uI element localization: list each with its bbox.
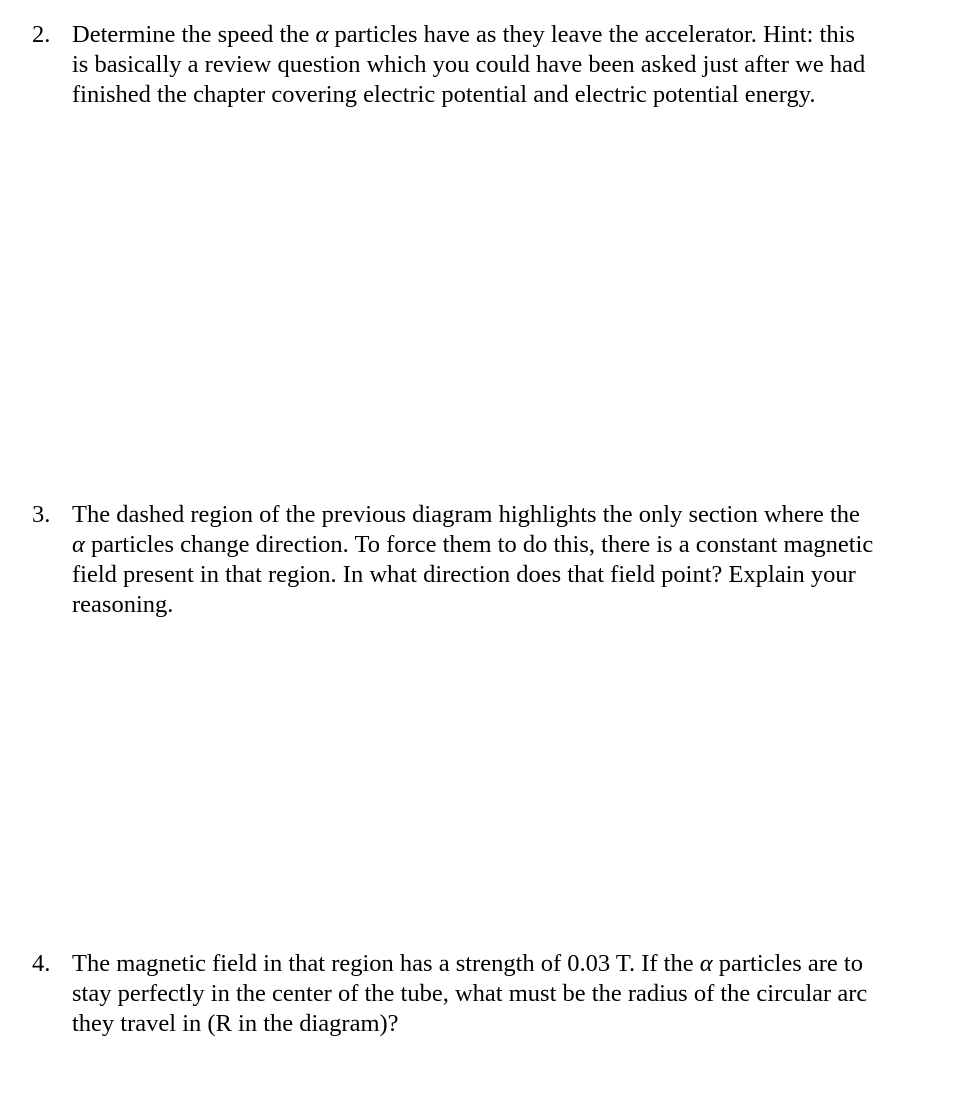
question-text — [72, 949, 922, 1039]
text-run: stay perfectly in the center of the tube, what must be the radius of the circular arc — [72, 980, 868, 1007]
question-line — [72, 1009, 922, 1039]
text-run: is basically a review question which you could have been asked just after we had — [72, 51, 866, 78]
question-line — [72, 560, 922, 590]
text-run: Determine the speed the — [72, 21, 316, 48]
question-2 — [32, 20, 922, 110]
question-line — [72, 80, 922, 110]
alpha-symbol: α — [72, 531, 85, 558]
text-run: finished the chapter covering electric potential and electric potential energy. — [72, 81, 816, 108]
question-4 — [32, 949, 922, 1039]
question-number: 4. — [32, 950, 51, 977]
text-run: they travel in (R in the diagram)? — [72, 1010, 399, 1037]
question-3 — [32, 500, 922, 620]
question-text — [72, 500, 922, 620]
alpha-symbol: α — [315, 21, 329, 48]
question-line — [72, 949, 922, 979]
text-run: particles change direction. To force them to do this, there is a constant magnetic — [84, 531, 874, 558]
question-number: 3. — [32, 501, 51, 528]
question-line — [72, 500, 922, 530]
text-run: field present in that region. In what direction does that field point? Explain your — [72, 561, 856, 588]
text-run: The dashed region of the previous diagram highlights the only section where the — [72, 501, 860, 528]
question-line — [72, 530, 922, 560]
text-run: The magnetic field in that region has a strength of 0.03 T. If the — [72, 950, 700, 977]
question-text — [72, 20, 922, 110]
text-run: particles are to — [712, 950, 863, 977]
question-line — [72, 979, 922, 1009]
question-number: 2. — [32, 21, 51, 48]
text-run: reasoning. — [72, 591, 174, 618]
question-line — [72, 590, 922, 620]
text-run: particles have as they leave the accelerator. Hint: this — [328, 21, 855, 48]
question-line — [72, 20, 922, 50]
alpha-symbol: α — [699, 950, 713, 977]
question-line — [72, 50, 922, 80]
